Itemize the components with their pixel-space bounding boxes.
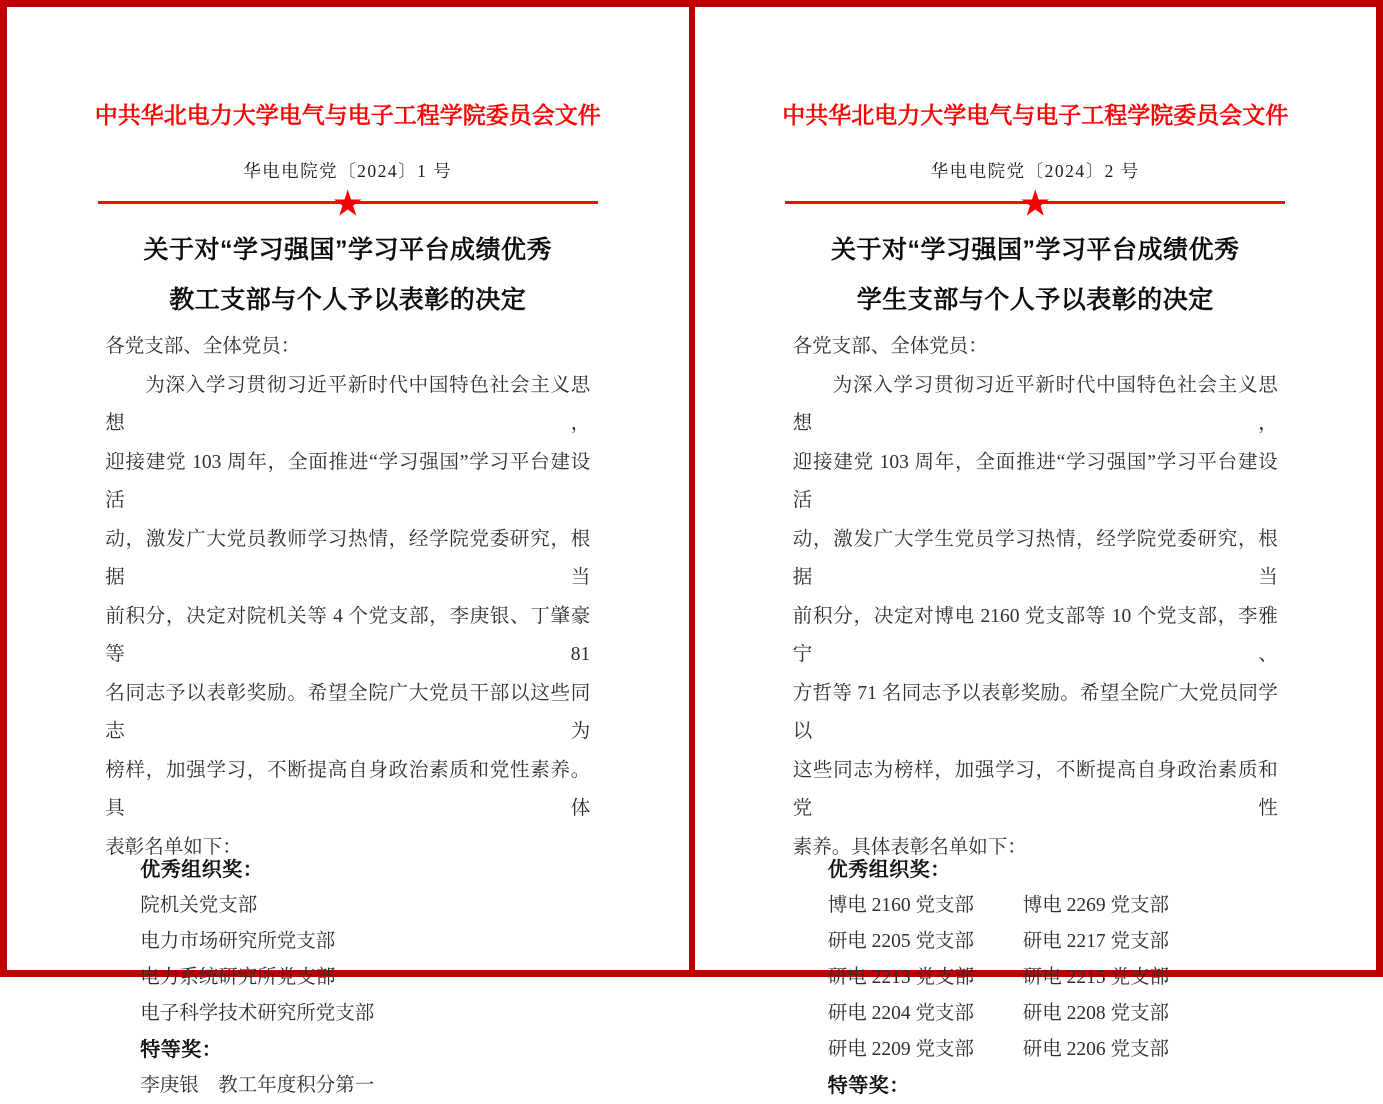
list-item: 研电 2217 党支部 [1022, 931, 1170, 952]
list-item: 博电 2160 党支部 [827, 895, 975, 916]
body-line: 动，激发广大党员教师学习热情，经学院党委研究，根据当 [105, 528, 591, 588]
body-line: 为深入学习贯彻习近平新时代中国特色社会主义思想， [105, 374, 591, 434]
list-item: 李庚银 教工年度积分第一 [140, 1075, 375, 1096]
list-item: 研电 2206 党支部 [1022, 1039, 1170, 1060]
body-line: 方哲等 71 名同志予以表彰奖励。希望全院广大党员同学以 [792, 682, 1278, 742]
list-item: 研电 2209 党支部 [827, 1039, 975, 1060]
body-line: 名同志予以表彰奖励。希望全院广大党员干部以这些同志为 [105, 682, 591, 742]
doc-body [105, 328, 590, 1104]
salutation: 各党支部、全体党员： [105, 336, 301, 357]
section-heading-org-award: 优秀组织奖： [140, 859, 264, 881]
body-line: 前积分，决定对院机关等 4 个党支部，李庚银、丁肇豪等 81 [105, 605, 591, 665]
list-item: 电力系统研究所党支部 [140, 967, 336, 988]
document-page-1 [7, 7, 689, 1096]
star-icon: ★ [1019, 182, 1052, 224]
body-line: 迎接建党 103 周年，全面推进“学习强国”学习平台建设活 [105, 451, 591, 511]
award-sections [105, 852, 590, 1104]
body-line: 迎接建党 103 周年，全面推进“学习强国”学习平台建设活 [792, 451, 1278, 511]
list-item: 研电 2204 党支部 [827, 1003, 975, 1024]
doc-title-line-2: 学生支部与个人予以表彰的决定 [856, 286, 1214, 314]
doc-title [7, 225, 689, 325]
doc-title-line-2: 教工支部与个人予以表彰的决定 [169, 286, 527, 314]
list-item: 研电 2215 党支部 [1022, 967, 1170, 988]
section-heading-special-award: 特等奖： [140, 1039, 223, 1061]
body-line: 前积分，决定对博电 2160 党支部等 10 个党支部，李雅宁、 [792, 605, 1278, 665]
list-item: 博电 2269 党支部 [1022, 895, 1170, 916]
header-rule [98, 182, 598, 224]
salutation: 各党支部、全体党员： [792, 336, 988, 357]
committee-header-title: 中共华北电力大学电气与电子工程学院委员会文件 [94, 102, 601, 128]
list-item: 研电 2208 党支部 [1022, 1003, 1170, 1024]
body-line: 动，激发广大学生党员学习热情，经学院党委研究，根据当 [792, 528, 1278, 588]
list-item: 电子科学技术研究所党支部 [140, 1003, 375, 1024]
body-line: 这些同志为榜样，加强学习，不断提高自身政治素质和党性 [792, 759, 1278, 819]
list-item: 研电 2213 党支部 [827, 967, 975, 988]
document-page-2 [695, 7, 1377, 1097]
branch-list [793, 888, 1278, 1068]
body-line: 表彰名单如下： [105, 836, 242, 858]
header-rule [785, 182, 1285, 224]
award-sections [793, 852, 1278, 1104]
body-line: 素养。具体表彰名单如下： [792, 836, 1027, 858]
doc-number: 华电电院党〔2024〕2 号 [930, 161, 1140, 181]
star-icon: ★ [331, 182, 364, 224]
list-item: 院机关党支部 [140, 895, 258, 916]
body-line: 榜样，加强学习，不断提高自身政治素质和党性素养。具体 [105, 759, 591, 819]
section-heading-org-award: 优秀组织奖： [827, 859, 951, 881]
doc-title-line-1: 关于对“学习强国”学习平台成绩优秀 [830, 236, 1240, 264]
doc-number: 华电电院党〔2024〕1 号 [243, 161, 453, 181]
doc-title-line-1: 关于对“学习强国”学习平台成绩优秀 [143, 236, 552, 264]
doc-body [793, 328, 1278, 1104]
section-heading-special-award: 特等奖： [827, 1075, 910, 1097]
list-item: 电力市场研究所党支部 [140, 931, 336, 952]
committee-header-title: 中共华北电力大学电气与电子工程学院委员会文件 [782, 102, 1289, 128]
body-line: 为深入学习贯彻习近平新时代中国特色社会主义思想， [792, 374, 1278, 434]
list-item: 研电 2205 党支部 [827, 931, 975, 952]
doc-title [695, 225, 1377, 325]
